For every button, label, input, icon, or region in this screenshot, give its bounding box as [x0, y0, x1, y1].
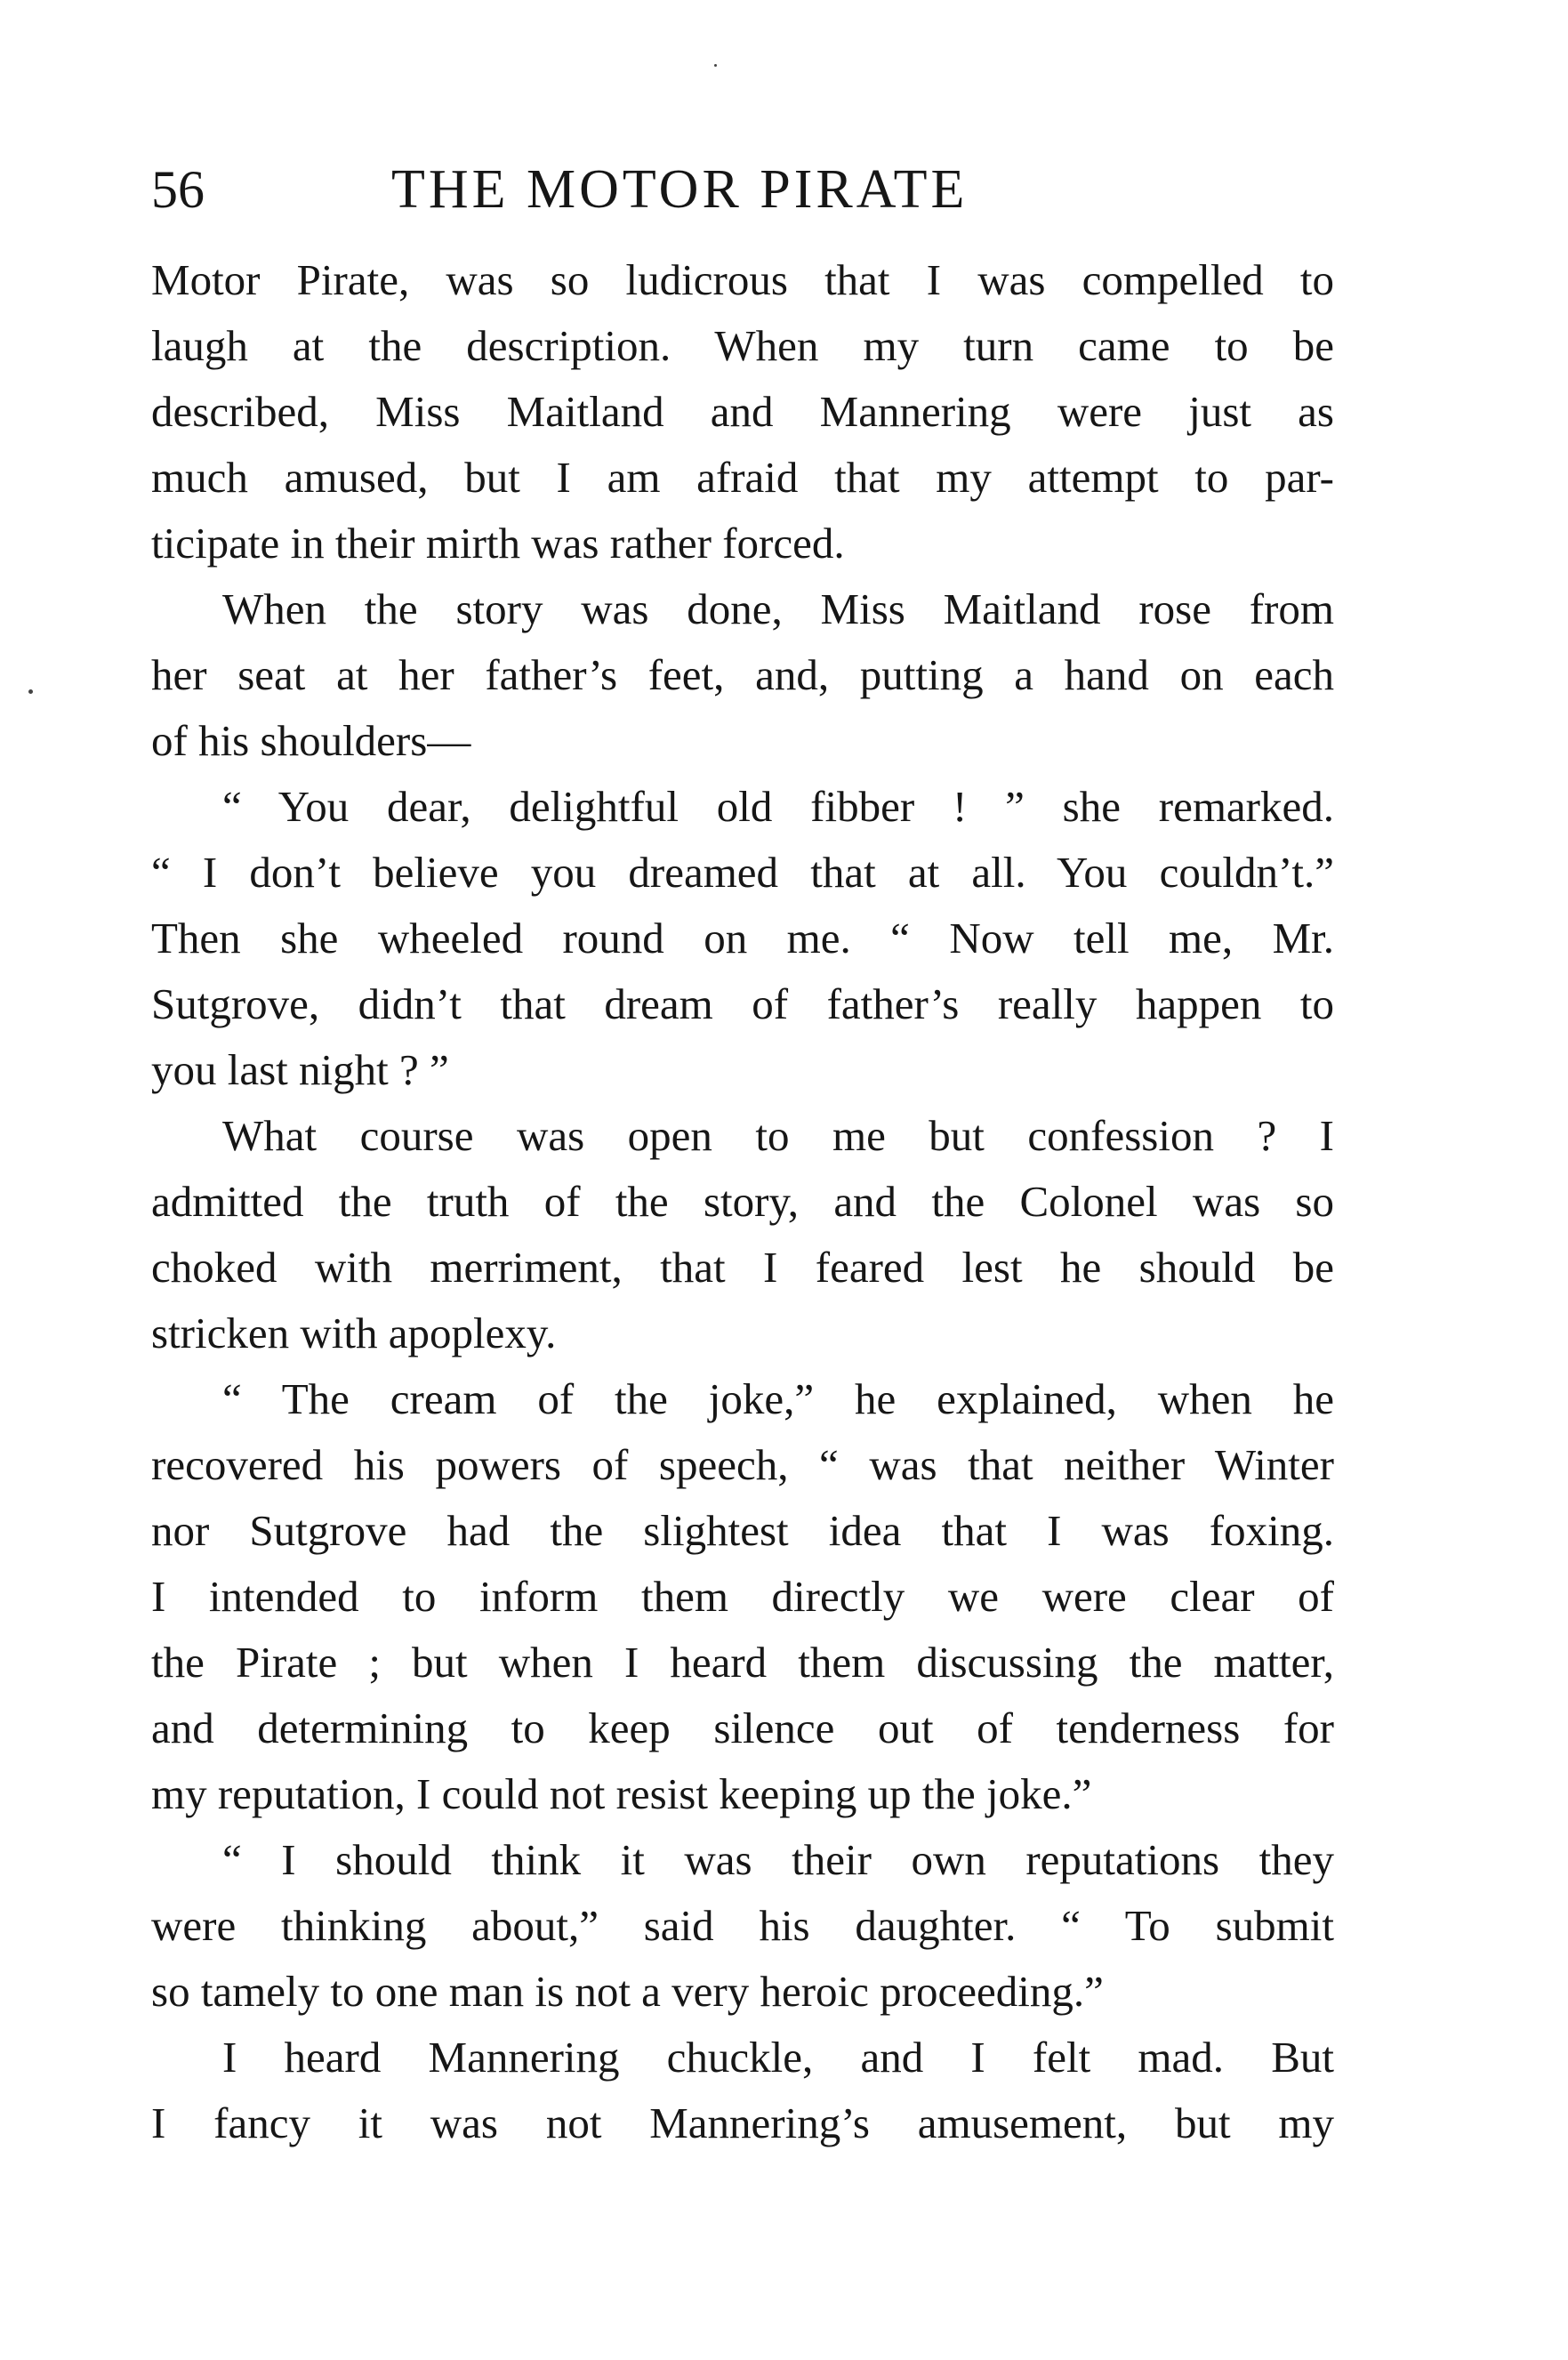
text-line: “ I should think it was their own reputations they: [222, 1835, 1334, 1884]
text-line: Sutgrove, didn’t that dream of father’s really happen to: [151, 979, 1334, 1028]
text-line: “ I don’t believe you dreamed that at all. You couldn’t.”: [151, 848, 1334, 897]
running-head: [151, 149, 1334, 230]
ink-speck: [28, 689, 33, 694]
text-line: much amused, but I am afraid that my attempt to par-: [151, 453, 1334, 502]
text-line: of his shoulders—: [151, 716, 471, 765]
text-line: laugh at the description. When my turn came to be: [151, 321, 1334, 370]
text-line: so tamely to one man is not a very heroic proceeding.”: [151, 1967, 1104, 2016]
text-line: ticipate in their mirth was rather forced.: [151, 519, 845, 568]
text-line: stricken with apoplexy.: [151, 1309, 557, 1357]
text-line: were thinking about,” said his daughter. “ To submit: [151, 1901, 1334, 1950]
text-line: choked with merriment, that I feared lest he should be: [151, 1243, 1334, 1292]
text-line: I intended to inform them directly we were clear of: [151, 1572, 1334, 1621]
text-line: Then she wheeled round on me. “ Now tell me, Mr.: [151, 914, 1334, 963]
text-line: her seat at her father’s feet, and, putting a hand on each: [151, 650, 1334, 699]
text-line: What course was open to me but confession ? I: [222, 1111, 1334, 1160]
text-line: my reputation, I could not resist keeping up the joke.”: [151, 1769, 1092, 1818]
text-line: Motor Pirate, was so ludicrous that I was compelled to: [151, 255, 1334, 304]
ink-speck: [714, 64, 717, 67]
text-line: the Pirate ; but when I heard them discussing the matter,: [151, 1638, 1334, 1687]
body-text: [151, 247, 1334, 2156]
text-line: nor Sutgrove had the slightest idea that I was foxing.: [151, 1506, 1334, 1555]
text-line: recovered his powers of speech, “ was that neither Winter: [151, 1440, 1334, 1489]
text-line: “ You dear, delightful old fibber ! ” she remarked.: [222, 782, 1334, 831]
text-line: When the story was done, Miss Maitland rose from: [222, 584, 1334, 633]
text-line: I fancy it was not Mannering’s amusement, but my: [151, 2098, 1334, 2147]
page-number: 56: [151, 160, 205, 219]
text-line: admitted the truth of the story, and the Colonel was so: [151, 1177, 1334, 1226]
text-line: described, Miss Maitland and Mannering were just as: [151, 387, 1334, 436]
running-title: THE MOTOR PIRATE: [391, 159, 969, 220]
text-line: and determining to keep silence out of tenderness for: [151, 1704, 1334, 1752]
text-line: you last night ? ”: [151, 1045, 449, 1094]
text-line: “ The cream of the joke,” he explained, when he: [222, 1374, 1334, 1423]
text-line: I heard Mannering chuckle, and I felt mad. But: [222, 2033, 1334, 2082]
